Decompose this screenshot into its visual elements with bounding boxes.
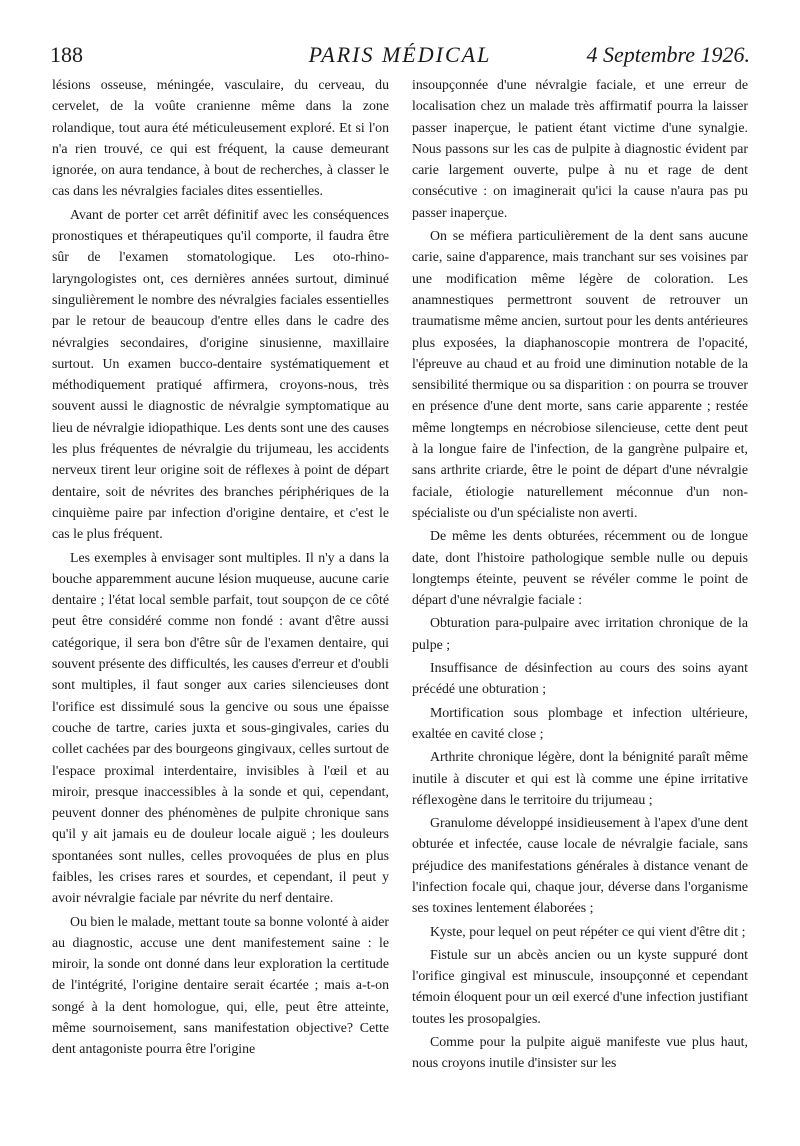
running-header	[50, 40, 750, 70]
paragraph: Les exemples à envisager sont multiples. Il n'y a dans la bouche apparemment aucune lésion muqueuse, aucune carie dentaire ; l'état local semble parfait, tout soupçon de ce côté peut être considéré comme non fondé : avant d'être aussi catégorique, il sera bon d'être sûr de l'examen dentaire, qui souvent présente des difficultés, les causes d'erreur et d'oubli sont multiples, il faut songer aux caries silencieuses dont l'orifice est dissimulé sous la gencive ou sous une épaisse couche de tartre, caries juxta et sous-gingivales, caries du collet cachées par des bourgeons gingivaux, celles surtout de l'espace proximal interdentaire, invisibles à l'œil et au miroir, presque inaccessibles à la sonde et qui, cependant, peuvent donner des phénomènes de pulpite chronique sans qu'il y ait jamais eu de douleur locale aiguë ; les douleurs spontanées sont nulles, celles provoquées de plus en plus faibles, les crises rares et sourdes, et cependant, il peut y avoir névralgie faciale par névrite du nerf dentaire.	[52, 549, 389, 906]
list-item: Kyste, pour lequel on peut répéter ce qui vient d'être dit ;	[430, 923, 746, 939]
list-item: Mortification sous plombage et infection ultérieure, exaltée en cavité close ;	[412, 704, 748, 741]
paragraph: Comme pour la pulpite aiguë manifeste vue plus haut, nous croyons inutile d'insister sur les	[412, 1034, 748, 1071]
paragraph: insoupçonnée d'une névralgie faciale, et une erreur de localisation chez un malade très affirmatif pourra la laisser passer inaperçue, le patient étant victime d'une synalgie. Nous passons sur les cas de pulpite à diagnostic évident par carie largement ouverte, pulpe à nu et rage de dent consécutive : on imaginerait qu'ici la cause n'aura pas pu passer inaperçue.	[412, 77, 748, 220]
page-number: 188	[50, 42, 83, 67]
journal-title: PARIS MÉDICAL	[308, 42, 492, 67]
list-item: Fistule sur un abcès ancien ou un kyste suppuré dont l'orifice gingival est minuscule, insoupçonné et cependant témoin éloquent pour un œil exercé d'une infection justifiant toutes les prosopalgies.	[412, 946, 748, 1026]
list-item: Granulome développé insidieusement à l'apex d'une dent obturée et infectée, cause locale de névralgie faciale, sans préjudice des manifestations générales à distance venant de l'infection focale qui, chaque jour, déverse dans l'organisme ses toxines lentement élaborées ;	[412, 815, 748, 916]
list-item: Arthrite chronique légère, dont la bénignité paraît même inutile à discuter et qui est là comme une épine irritative réflexogène dans le territoire du trijumeau ;	[412, 749, 748, 807]
list-item: Obturation para-pulpaire avec irritation chronique de la pulpe ;	[412, 615, 748, 652]
paragraph: Ou bien le malade, mettant toute sa bonne volonté à aider au diagnostic, accuse une dent manifestement saine : le miroir, la sonde ont donné dans leur exploration la certitude de l'intégrité, l'origine dentaire serait écartée ; mais a-t-on songé à la dent homologue, qui, elle, peut être atteinte, même sournoisement, sans manifestation objective? Cette dent antagoniste pourra être l'origine	[52, 913, 389, 1057]
paragraph: Avant de porter cet arrêt définitif avec les conséquences pronostiques et thérapeutiques qu'il comporte, il faudra être sûr de l'examen stomatologique. Les oto-rhino-laryngologistes ont, ces dernières années surtout, diminué singulièrement le nombre des névralgies faciales essentielles par le retour de beaucoup d'entre elles dans le cadre des névralgies secondaires, d'origine sinusienne, maxillaire surtout. Un examen bucco-dentaire systématiquement et méthodiquement pratiqué affirmera, croyons-nous, très souvent aussi le diagnostic de névralgie symptomatique au lieu de névralgie idiopathique. Les dents sont une des causes les plus fréquentes de névralgie du trijumeau, les accidents nerveux tirent leur origine soit de réflexes à point de départ dentaire, soit de névrites des branches périphériques de la cinquième paire par infection d'origine dentaire, et c'est le cas le plus fréquent.	[52, 206, 389, 542]
paragraph: lésions osseuse, méningée, vasculaire, du cerveau, du cervelet, de la voûte cranienne même dans la zone rolandique, tout aura été méticuleusement exploré. Et si l'on n'a rien trouvé, ce qui est fréquent, la cause demeurant ignorée, on aura tendance, à bout de recherches, à classer le cas dans les névralgies faciales dites essentielles.	[52, 77, 389, 199]
list-item: Insuffisance de désinfection au cours des soins ayant précédé une obturation ;	[412, 660, 748, 697]
paragraph: On se méfiera particulièrement de la dent sans aucune carie, saine d'apparence, mais tranchant sur ses voisines par une modification même légère de coloration. Les anamnestiques permettront souvent de retrouver un traumatisme même ancien, surtout pour les dents antérieures plus exposées, la diaphanoscopie montrera de l'opacité, l'épreuve au chaud et au froid une diminution notable de la sensibilité thermique ou sa disparition : on pourra se trouver en présence d'une dent morte, sans carie apparente ; restée même longtemps en nécrobiose silencieuse, cette dent peut à la longue faire de l'infection, de la gangrène pulpaire et, sans arthrite criarde, être le point de départ d'une névralgie faciale, étiologie naturellement méconnue d'un non-spécialiste ou d'un spécialiste non averti.	[412, 228, 748, 520]
right-column	[412, 74, 748, 1124]
paragraph: De même les dents obturées, récemment ou de longue date, dont l'histoire pathologique semble nulle ou depuis longtemps éteinte, peuvent se révéler comme le point de départ d'une névralgie faciale :	[412, 528, 748, 608]
issue-date: 4 Septembre 1926.	[586, 42, 750, 67]
left-column	[52, 74, 389, 1124]
